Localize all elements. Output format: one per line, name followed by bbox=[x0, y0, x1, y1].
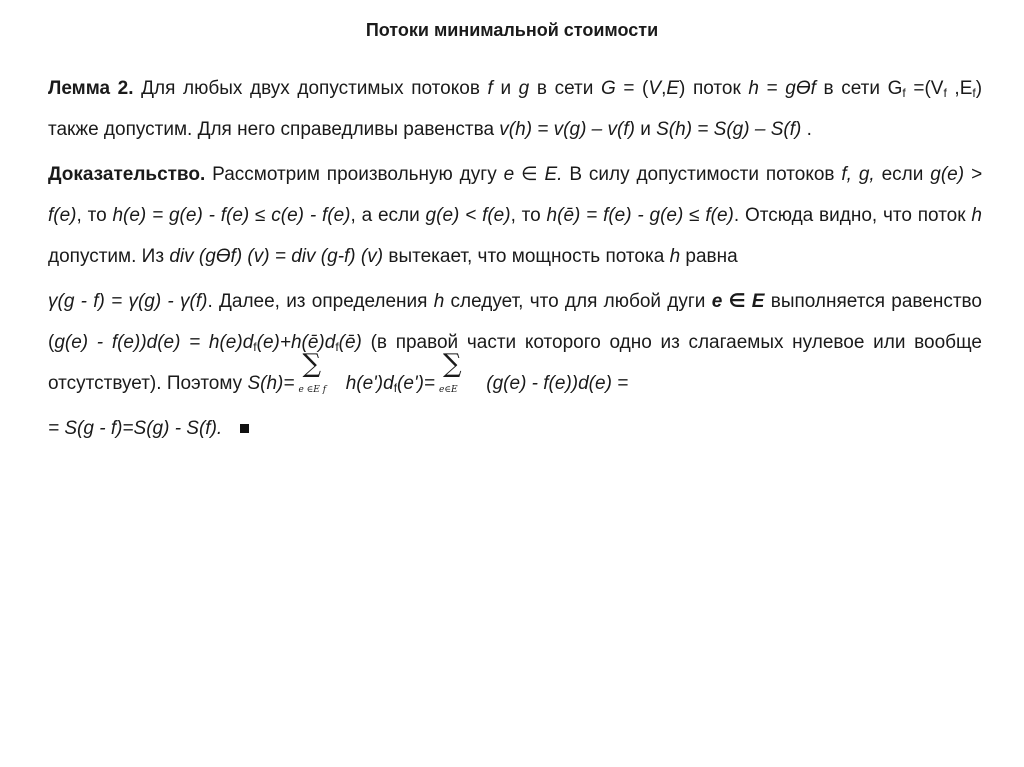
expr-cond1: g(e) > f(e) bbox=[48, 164, 983, 226]
summation-2 bbox=[439, 349, 477, 395]
var-h: h bbox=[433, 291, 445, 312]
lemma-text: =(V bbox=[905, 78, 944, 99]
var-h: h bbox=[971, 205, 982, 226]
lemma-paragraph bbox=[48, 68, 982, 150]
sigma-icon: ∑ bbox=[302, 349, 321, 379]
var-E: E bbox=[666, 78, 680, 99]
lemma-text: в сети bbox=[529, 78, 601, 99]
proof-text: равна bbox=[680, 246, 738, 267]
sigma-icon: ∑ bbox=[443, 349, 462, 379]
summation-1 bbox=[298, 349, 336, 395]
lemma-text: и bbox=[492, 78, 519, 99]
proof-text: Рассмотрим произвольную дугу bbox=[205, 164, 504, 185]
final-line bbox=[48, 408, 982, 449]
expr-hbar: h(ē)d bbox=[290, 332, 336, 353]
expr-fg: f, g, bbox=[841, 164, 875, 185]
expr-eprime: (e')= bbox=[397, 373, 435, 394]
lemma-text: = ( bbox=[615, 78, 649, 99]
proof-text: , то bbox=[510, 205, 547, 226]
lemma-text: Для любых двух допустимых потоков bbox=[133, 78, 488, 99]
proof-text: , то bbox=[76, 205, 113, 226]
lemma-text: . bbox=[801, 119, 812, 140]
lemma-label: Лемма 2. bbox=[48, 78, 134, 99]
expr-h-eprime: h(e')d bbox=[340, 373, 394, 394]
lemma-text: , bbox=[661, 78, 667, 99]
para-text: . Далее, из определения bbox=[207, 291, 434, 312]
var-f: f bbox=[487, 78, 493, 99]
expr-div: div (gϴf) (v) = div (g-f) (v) bbox=[169, 246, 384, 267]
expr-h1: h(e) = g(e) - f(e) ≤ c(e) - f(e) bbox=[112, 205, 351, 226]
proof-label: Доказательство. bbox=[48, 164, 206, 185]
lemma-text: в сети G bbox=[815, 78, 903, 99]
proof-text: . Отсюда видно, что поток bbox=[733, 205, 972, 226]
content-body bbox=[48, 68, 982, 453]
var-g: g bbox=[518, 78, 530, 99]
var-gOf: gϴf bbox=[785, 78, 816, 99]
summation-index: e∈E bbox=[439, 385, 458, 395]
lemma-text: ) поток bbox=[679, 78, 749, 99]
equation-v: v(h) = v(g) – v(f) bbox=[499, 119, 635, 140]
para-text: следует, что для любой дуги bbox=[444, 291, 712, 312]
para-text: (в правой части которого одно из слагаемых нулевое или вообще отсутствует). Поэтому bbox=[48, 332, 983, 394]
subscript-f: f bbox=[902, 86, 906, 100]
subscript-f: f bbox=[972, 86, 976, 100]
subscript-f: f bbox=[253, 340, 257, 354]
expr-S-h: S(h)= bbox=[247, 373, 295, 394]
expr-e-in-E: e ∈ E. bbox=[503, 164, 563, 185]
expr-sum-result: (g(e) - f(e))d(e) = bbox=[481, 373, 629, 394]
lemma-text: = bbox=[758, 78, 786, 99]
continuation-paragraph bbox=[48, 281, 982, 404]
expr-geq: g(e) - f(e))d(e) = h(e)d bbox=[54, 332, 254, 353]
subscript-f: f bbox=[393, 381, 398, 395]
para-text: выполняется равенство ( bbox=[48, 291, 982, 353]
summation-index: e ∈E f bbox=[298, 385, 327, 395]
expr-m2: (ē) bbox=[338, 332, 362, 353]
equation-S: S(h) = S(g) – S(f) bbox=[656, 119, 802, 140]
qed-icon bbox=[240, 424, 249, 433]
proof-text: вытекает, что мощность потока bbox=[383, 246, 670, 267]
expr-h2: h(ē) = f(e) - g(e) ≤ f(e) bbox=[546, 205, 734, 226]
expr-cond2: g(e) < f(e) bbox=[425, 205, 511, 226]
var-h: h bbox=[669, 246, 681, 267]
expr-gamma: γ(g - f) = γ(g) - γ(f) bbox=[48, 291, 208, 312]
subscript-f: f bbox=[335, 340, 339, 354]
expr-final: = S(g - f)=S(g) - S(f). bbox=[48, 418, 223, 439]
var-h: h bbox=[748, 78, 759, 99]
var-G: G bbox=[600, 78, 616, 99]
page-title: Потоки минимальной стоимости bbox=[365, 20, 659, 40]
proof-text: , а если bbox=[350, 205, 426, 226]
proof-text: допустим. Из bbox=[48, 246, 170, 267]
proof-paragraph bbox=[48, 154, 982, 277]
lemma-text: ) также допустим. Для него справедливы равенства bbox=[48, 78, 983, 140]
expr-e-in-E: e ∈ E bbox=[711, 291, 765, 312]
lemma-text: ,E bbox=[946, 78, 973, 99]
lemma-text: и bbox=[634, 119, 657, 140]
expr-m1: (e)+ bbox=[256, 332, 291, 353]
proof-text: В силу допустимости потоков bbox=[562, 164, 842, 185]
subscript-f: f bbox=[943, 86, 947, 100]
var-V: V bbox=[648, 78, 662, 99]
proof-text: если bbox=[874, 164, 931, 185]
